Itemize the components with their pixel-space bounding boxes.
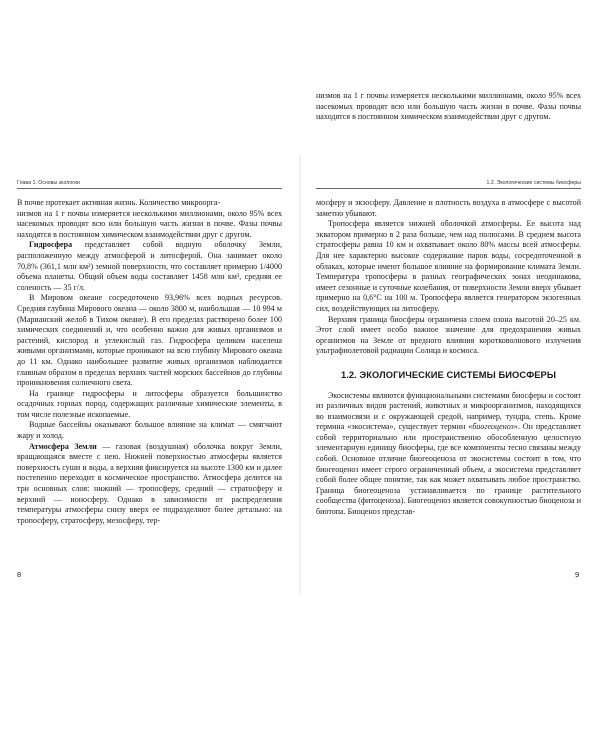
paragraph-atmosphere [17,442,282,527]
paragraph-ozone: Верхняя граница биосферы ограничена слоем озона высотой 20–25 км. Этот слой имеет особо важное значение для предохранения живых организмов на Земле от вредного влияния коротковолнового излучения ультрафиолетовой радиации Солнца и космоса. [316,314,581,356]
right-page-number: 9 [575,570,580,579]
left-page-number: 8 [17,570,22,579]
paragraph-border: На границе гидросферы и литосферы образуется большинство осадочных горных пород, содержащих различные химические элементы, в том числе полезные ископаемые. [17,388,282,419]
right-running-head: 1.2. Экологические системы биосферы [316,180,581,189]
paragraph-ocean: В Мировом океане сосредоточено 93,96% всех водных ресурсов. Средняя глубина Мирового океана — около 3800 м, наибольшая — 10 994 м (Марианский желоб в Тихом океане). В его пределах растворено более 100 химических соединений и, что особенно важно для живых организмов и растений, кислород и углекислый газ. Гидросфера целиком населена живыми организмами, которые проникают на всю глубину Мирового океана до 11 км. Однако наибольшее развитие живых организмов наблюдается главным образом в пределах верхних частей морских бассейнов до глубины проникновения солнечного света. [17,293,282,388]
paragraph-basins: Водные бассейны оказывают большое влияние на климат — смягчают жару и холод. [17,420,282,441]
term-atmosphere: Атмосфера Земли [29,441,97,451]
paragraph-text: ». Он представляет собой территориально или пространственно обособленную целостную элементарную единицу биосферы, где все компоненты тесно связаны между собой. Основное отличие биогеоценоза от экосистемы состоит в том, что биогеоценоз имеет строго ограниченный объем, а экосистема представляет собой более общее понятие, так как может охватывать любое пространство. Граница биогеоценоза устанавливается по границе растительного сообщества (фитоценоза). Биогеоценоз является совокупностью биоценоза и биотопа. Биоценоз представ- [316,422,581,517]
paragraph-text: В почве протекает активная жизнь. Количество микроорга- [17,198,221,207]
paragraph-text: низмов на 1 г почвы измеряется несколькими миллионами, около 95% всех насекомых проводят всю или большую часть жизни в почве. Фазы почвы находятся в постоянном химическом взаимодействии друг с другом. [17,208,282,239]
fragment-text: низмов на 1 г почвы измеряется несколькими миллионами, около 95% всех насекомых проводят всю или большую часть жизни в почве. Фазы почвы находятся в постоянном химическом взаимодействии друг с другом. [316,91,581,122]
left-page-body [17,198,282,526]
paragraph [17,198,282,209]
paragraph-ecosystems [316,391,581,518]
paragraph [17,209,282,241]
term-biogeocenosis: биогеоценоз [472,422,514,432]
paragraph-text: представляет собой водную оболочку Земли, расположенную между атмосферой и литосферой. Она занимает около 70,8% (361,1 млн км²) земной поверхности, что составляет примерно 1/4000 объема планеты. Общий объем воды составляет 1458 млн км³, средняя ее соленость — 35 г/л. [17,240,282,292]
paragraph-text: Экосистемы являются функциональными системами биосферы и состоят из различных видов растений, животных и микроорганизмов, находящихся во взаимосвязи и с окружающей средой, например, тундра, степь. Кроме термина «экосистема», существует термин « [316,390,581,432]
previous-page-fragment [316,91,581,123]
paragraph-troposphere: Тропосфера является нижней оболочкой атмосферы. Ее высота над экватором примерно в 2 раза больше, чем над полюсами. В среднем высота стратосферы равна 10 км и охватывает около 80% массы всей атмосферы. Для нее характерно высокое содержание паров воды, сосредоточенной в облаках, которые имеют большое влияние на формирование климата Земли. Температура тропосферы в разных географических зонах неодинакова, имеет сезонные и суточные колебания, от поверхности Земли вверх убывает примерно на 0,6°С на 100 м. Тропосфера является генератором экзогенных сил, воздействующих на литосферу. [316,219,581,313]
paragraph-hydrosphere [17,240,282,293]
book-gutter [299,155,301,595]
section-title: 1.2. ЭКОЛОГИЧЕСКИЕ СИСТЕМЫ БИОСФЕРЫ [340,369,557,380]
right-page-body [316,198,581,518]
left-running-head: Глава 1. Основы экологии [17,180,282,189]
paragraph: мосферу и экзосферу. Давление и плотность воздуха в атмосфере с высотой заметно убывают. [316,198,581,218]
term-hydrosphere: Гидросфера [29,240,73,250]
paragraph-text: — газовая (воздушная) оболочка вокруг Земли, вращающаяся вместе с нею. Нижней поверхностью атмосферы является поверхность суши и воды, а верхняя фиксируется на высоте 1300 км и далее постепенно переходит в космическое пространство. Атмосфера делится на три основных слоя: нижний — тропосферу, средний — стратосферу и верхний — ионосферу. Однако в зависимости от распределения температуры атмосферы снизу вверх ее подразделяют более детально: на тропосферу, стратосферу, мезосферу, тер- [17,441,282,525]
